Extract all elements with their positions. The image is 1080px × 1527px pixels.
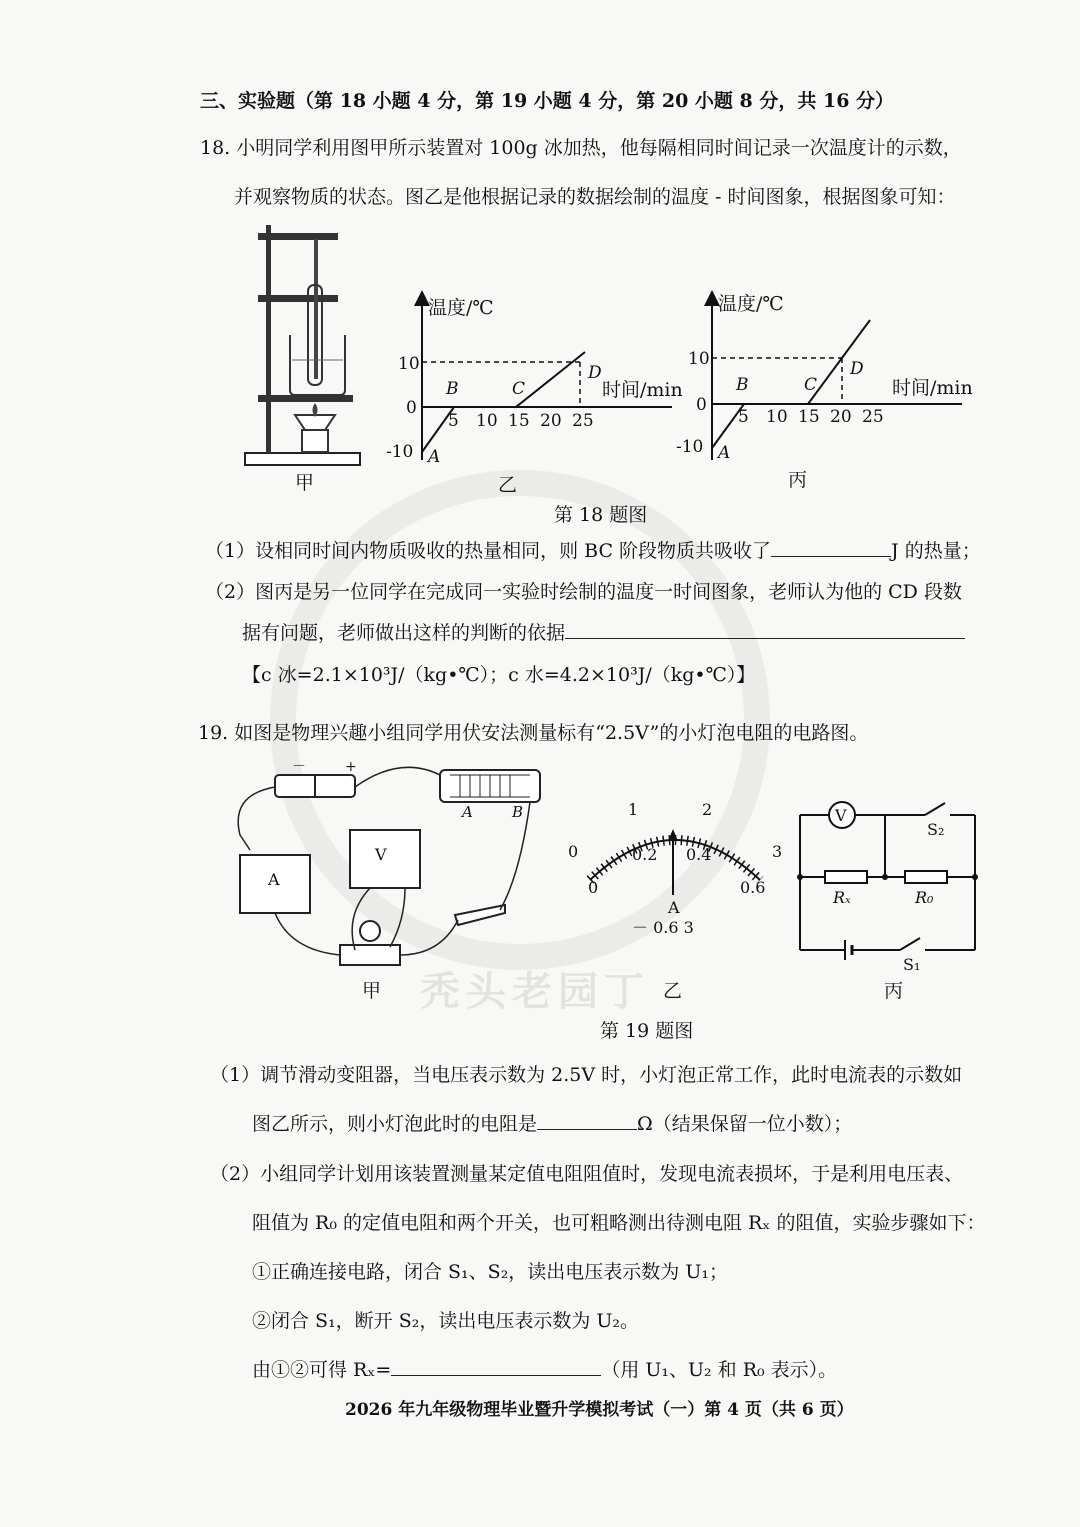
graph-yi-ylabel: 温度/℃ <box>428 297 494 319</box>
graph-bing-ylabel: 温度/℃ <box>718 293 784 315</box>
fig19-bing-label: 丙 <box>884 980 904 1002</box>
svg-text:15: 15 <box>798 407 820 427</box>
fig19-yi-label: 乙 <box>663 980 683 1002</box>
graph-yi-ytick-neg10: -10 <box>386 442 414 462</box>
svg-text:5: 5 <box>448 411 459 431</box>
heating-apparatus-figure <box>240 225 370 475</box>
svg-text:V: V <box>375 845 387 864</box>
svg-text:C: C <box>804 375 818 395</box>
q18-constants: 【c 冰=2.1×10³J/（kg•℃）；c 水=4.2×10³J/（kg•℃）】 <box>242 664 756 686</box>
svg-text:A: A <box>462 803 473 821</box>
graph-yi-ytick-10: 10 <box>398 354 420 374</box>
dial-top-1: 1 <box>628 800 639 819</box>
q18-sub2b: 据有问题，老师做出这样的判断的依据 <box>242 618 965 645</box>
graph-bing <box>670 290 980 470</box>
svg-text:20: 20 <box>830 407 852 427</box>
answer-blank-q18-1 <box>771 538 891 557</box>
svg-text:D: D <box>588 363 602 383</box>
dial-terminals: － 0.6 3 <box>632 918 694 937</box>
svg-text:S₂: S₂ <box>927 820 945 839</box>
answer-blank-q18-2 <box>565 620 965 639</box>
svg-text:10: 10 <box>476 411 498 431</box>
svg-text:25: 25 <box>572 411 594 431</box>
q19-sub2a: （2）小组同学计划用该装置测量某定值电阻阻值时，发现电流表损坏，于是利用电压表、 <box>210 1163 964 1185</box>
q18-sub1: （1）设相同时间内物质吸收的热量相同，则 BC 阶段物质共吸收了 J 的热量； <box>205 540 981 562</box>
svg-text:R₀: R₀ <box>915 888 934 907</box>
fig18-caption: 第 18 题图 <box>554 504 648 526</box>
dial-top-0: 0 <box>568 842 579 861</box>
dial-bottom-06: 0.6 <box>740 878 766 897</box>
watermark-text: 秃头老园丁 <box>420 969 650 1015</box>
svg-text:10: 10 <box>766 407 788 427</box>
svg-text:－: － <box>292 759 306 775</box>
dial-bottom-02: 0.2 <box>632 845 658 864</box>
q19-line1: 19. 如图是物理兴趣小组同学用伏安法测量标有“2.5V”的小灯泡电阻的电路图。 <box>198 722 869 744</box>
q18-line2: 并观察物质的状态。图乙是他根据记录的数据绘制的温度 - 时间图象，根据图象可知： <box>234 186 956 208</box>
svg-text:A: A <box>718 443 731 463</box>
svg-text:B: B <box>446 379 459 399</box>
dial-top-3: 3 <box>772 842 783 861</box>
svg-text:15: 15 <box>508 411 530 431</box>
graph-yi-ytick-0: 0 <box>406 398 417 418</box>
dial-bottom-0: 0 <box>588 878 599 897</box>
graph-yi-xlabel: 时间/min <box>602 379 683 401</box>
graph-yi-xticks <box>448 411 594 431</box>
svg-text:5: 5 <box>738 407 749 427</box>
svg-text:10: 10 <box>688 349 710 369</box>
circuit-voltmeter-label: V <box>835 806 847 825</box>
svg-text:+: + <box>345 759 357 775</box>
answer-blank-q19-1 <box>537 1111 637 1130</box>
q18-sub2a: （2）图丙是另一位同学在完成同一实验时绘制的温度一时间图象，老师认为他的 CD 段数 <box>205 581 962 603</box>
svg-text:-10: -10 <box>676 437 704 457</box>
svg-text:C: C <box>512 379 526 399</box>
ammeter-dial <box>560 795 800 955</box>
svg-text:B: B <box>512 803 524 821</box>
dial-top-2: 2 <box>702 800 713 819</box>
graph-yi-curve <box>422 352 585 452</box>
fig18-yi-label: 乙 <box>498 474 518 496</box>
svg-text:Rₓ: Rₓ <box>833 888 851 907</box>
physical-circuit-figure <box>230 755 560 975</box>
page-footer: 2026 年九年级物理毕业暨升学模拟考试（一）第 4 页（共 6 页） <box>345 1400 854 1420</box>
svg-text:B: B <box>736 375 749 395</box>
dial-bottom-04: 0.4 <box>686 845 712 864</box>
svg-text:A: A <box>268 870 280 889</box>
fig19-caption: 第 19 题图 <box>600 1020 694 1042</box>
svg-text:25: 25 <box>862 407 884 427</box>
q19-sub1a: （1）调节滑动变阻器，当电压表示数为 2.5V 时，小灯泡正常工作，此时电流表的示数如 <box>210 1064 963 1086</box>
fig18-bing-label: 丙 <box>788 469 808 491</box>
section-title: 三、实验题（第 18 小题 4 分，第 19 小题 4 分，第 20 小题 8 分，共 16 分） <box>200 90 895 112</box>
graph-bing-xticks <box>738 407 884 427</box>
svg-text:S₁: S₁ <box>903 955 921 974</box>
q19-sub1b: 图乙所示，则小灯泡此时的电阻是 Ω（结果保留一位小数）； <box>252 1113 853 1135</box>
q19-sub2b: 阻值为 R₀ 的定值电阻和两个开关，也可粗略测出待测电阻 Rₓ 的阻值，实验步骤如下： <box>252 1212 986 1234</box>
dial-unit: A <box>668 898 680 917</box>
graph-bing-xlabel: 时间/min <box>892 377 973 399</box>
svg-text:A: A <box>428 447 441 467</box>
q19-step1: ①正确连接电路，闭合 S₁、S₂，读出电压表示数为 U₁； <box>252 1261 728 1283</box>
q18-line1: 18. 小明同学利用图甲所示装置对 100g 冰加热，他每隔相同时间记录一次温度计的示数， <box>200 137 962 159</box>
svg-text:0: 0 <box>696 395 707 415</box>
graph-yi <box>380 290 683 470</box>
answer-blank-q19-2 <box>391 1357 601 1376</box>
q19-result: 由①②可得 Rₓ= （用 U₁、U₂ 和 R₀ 表示）。 <box>252 1359 838 1381</box>
circuit-diagram <box>795 795 985 974</box>
fig18-jia-label: 甲 <box>295 472 315 494</box>
q19-step2: ②闭合 S₁，断开 S₂，读出电压表示数为 U₂。 <box>252 1310 640 1332</box>
svg-text:20: 20 <box>540 411 562 431</box>
fig19-jia-label: 甲 <box>362 980 382 1002</box>
svg-text:D: D <box>850 359 864 379</box>
